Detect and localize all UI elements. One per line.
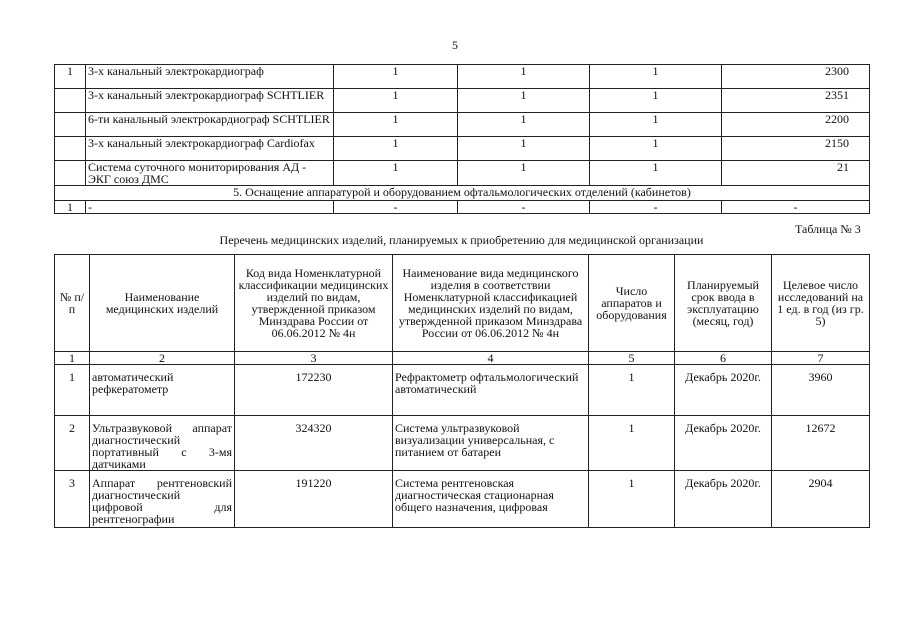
cell-value: 1: [334, 161, 458, 186]
section-row: [55, 186, 870, 201]
row-number: 3: [55, 471, 90, 528]
row-number: 1: [55, 365, 90, 416]
cell-value: 1: [458, 161, 590, 186]
table-row: [55, 161, 870, 186]
row-number: [55, 89, 86, 113]
column-number: 6: [675, 352, 772, 365]
commissioning-date: Декабрь 2020г.: [675, 365, 772, 416]
target-studies: 2904: [772, 471, 870, 528]
commissioning-date: Декабрь 2020г.: [675, 416, 772, 471]
row-number: [55, 137, 86, 161]
device-name: -: [86, 201, 334, 214]
column-header: Число аппаратов и оборудования: [589, 255, 675, 352]
device-name: 3-х канальный электрокардиограф: [86, 65, 334, 89]
row-number: [55, 161, 86, 186]
column-number: 5: [589, 352, 675, 365]
cell-value: 2300: [722, 65, 870, 89]
section-title: 5. Оснащение аппаратурой и оборудованием офтальмологических отделений (кабинетов): [55, 186, 870, 201]
cell-value: 1: [334, 89, 458, 113]
cell-value: 1: [590, 113, 722, 137]
column-header: Код вида Номенклатурной классификации медицинских изделий по видам, утвержденной приказом Минздрава России от 06.06.2012 № 4н: [235, 255, 393, 352]
device-kind: Система ультразвуковой визуализации универсальная, с питанием от батареи: [393, 416, 589, 471]
cell-value: 1: [458, 65, 590, 89]
table-row: [55, 416, 870, 471]
cell-value: 1: [590, 65, 722, 89]
column-number-row: [55, 352, 870, 365]
device-name: автоматический рефкератометр: [90, 365, 235, 416]
device-count: 1: [589, 471, 675, 528]
column-header: Наименование вида медицинского изделия в соответствии Номенклатурной классификацией медицинских изделий по видам, утвержденной приказом Минздрава России от 06.06.2012 № 4н: [393, 255, 589, 352]
column-header: Целевое число исследований на 1 ед. в год (из гр. 5): [772, 255, 870, 352]
target-studies: 3960: [772, 365, 870, 416]
row-number: 1: [55, 65, 86, 89]
column-number: 4: [393, 352, 589, 365]
cell-value: 1: [334, 137, 458, 161]
table-row: [55, 65, 870, 89]
device-name: Система суточного мониторирования АД - ЭКГ союз ДМС: [86, 161, 334, 186]
device-kind: Рефрактометр офтальмологический автоматический: [393, 365, 589, 416]
cell-value: 2351: [722, 89, 870, 113]
cell-value: 1: [590, 89, 722, 113]
page-number: 5: [452, 38, 458, 52]
commissioning-date: Декабрь 2020г.: [675, 471, 772, 528]
device-name: 3-х канальный электрокардиограф Cardiofax: [86, 137, 334, 161]
row-number: [55, 113, 86, 137]
table-row: [55, 89, 870, 113]
target-studies: 12672: [772, 416, 870, 471]
table-row: [55, 201, 870, 214]
cell-value: 1: [590, 137, 722, 161]
table-title: Перечень медицинских изделий, планируемых к приобретению для медицинской организации: [219, 233, 704, 247]
device-name: 6-ти канальный электрокардиограф SCHTLIER: [86, 113, 334, 137]
cell-value: -: [458, 201, 590, 214]
table-header-row: [55, 255, 870, 352]
equipment-table-continued: [54, 64, 870, 214]
cell-value: -: [334, 201, 458, 214]
row-number: 2: [55, 416, 90, 471]
cell-value: 1: [334, 65, 458, 89]
cell-value: 1: [590, 161, 722, 186]
table-row: [55, 471, 870, 528]
table-row: [55, 365, 870, 416]
table-row: [55, 137, 870, 161]
row-number: 1: [55, 201, 86, 214]
cell-value: 1: [458, 137, 590, 161]
device-name: 3-х канальный электрокардиограф SCHTLIER: [86, 89, 334, 113]
cell-value: -: [590, 201, 722, 214]
column-number: 1: [55, 352, 90, 365]
nomenclature-code: 324320: [235, 416, 393, 471]
device-count: 1: [589, 416, 675, 471]
column-header: Планируемый срок ввода в эксплуатацию (месяц, год): [675, 255, 772, 352]
device-name: Аппарат рентгеновский диагностический цифровой для рентгенографии: [90, 471, 235, 528]
column-number: 3: [235, 352, 393, 365]
device-name: Ультразвуковой аппарат диагностический портативный с 3-мя датчиками: [90, 416, 235, 471]
cell-value: 21: [722, 161, 870, 186]
table-label: Таблица № 3: [795, 222, 861, 236]
cell-value: 1: [458, 89, 590, 113]
cell-value: 1: [458, 113, 590, 137]
cell-value: 1: [334, 113, 458, 137]
nomenclature-code: 172230: [235, 365, 393, 416]
column-number: 2: [90, 352, 235, 365]
nomenclature-code: 191220: [235, 471, 393, 528]
device-kind: Система рентгеновская диагностическая стационарная общего назначения, цифровая: [393, 471, 589, 528]
column-number: 7: [772, 352, 870, 365]
column-header: № п/п: [55, 255, 90, 352]
planned-devices-table: [54, 254, 870, 528]
table-row: [55, 113, 870, 137]
cell-value: 2200: [722, 113, 870, 137]
column-header: Наименование медицинских изделий: [90, 255, 235, 352]
cell-value: -: [722, 201, 870, 214]
device-count: 1: [589, 365, 675, 416]
cell-value: 2150: [722, 137, 870, 161]
